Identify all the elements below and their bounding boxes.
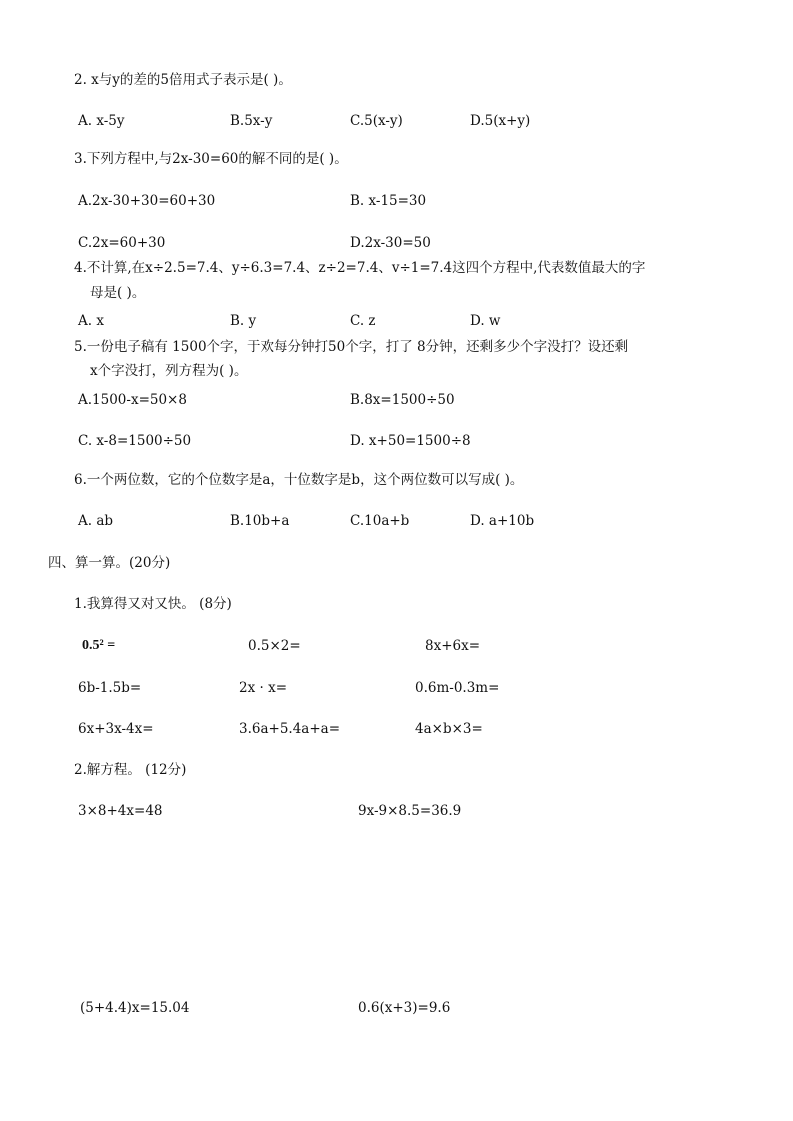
equation-4: 0.6(x+3)=9.6 (358, 1000, 451, 1016)
question-3-option-a: A.2x-30+30=60+30 (78, 193, 216, 209)
part-1-title: 1.我算得又对又快。 (8分) (74, 596, 232, 612)
question-4-option-c: C. z (350, 313, 376, 329)
question-2-stem: 2. x与y的差的5倍用式子表示是( )。 (74, 72, 292, 88)
question-4-stem-line2: 母是( )。 (90, 285, 146, 301)
question-6-option-c: C.10a+b (350, 513, 410, 529)
question-2-option-a: A. x-5y (78, 113, 125, 129)
question-5-option-b: B.8x=1500÷50 (350, 392, 455, 408)
question-6-option-b: B.10b+a (230, 513, 290, 529)
question-5-option-d: D. x+50=1500÷8 (350, 433, 471, 449)
section-4-title: 四、算一算。(20分) (48, 555, 171, 571)
calc-1-3: 8x+6x= (425, 638, 481, 654)
calc-3-1: 6x+3x-4x= (78, 721, 154, 737)
question-6-option-a: A. ab (78, 513, 114, 529)
calc-3-3: 4a×b×3= (415, 721, 483, 737)
question-5-option-c: C. x-8=1500÷50 (78, 433, 192, 449)
question-5-option-a: A.1500-x=50×8 (78, 392, 187, 408)
question-3-stem: 3.下列方程中,与2x-30=60的解不同的是( )。 (74, 151, 348, 167)
question-4-stem-line1: 4.不计算,在x÷2.5=7.4、y÷6.3=7.4、z÷2=7.4、v÷1=7.4这四个方程中,代表数值最大的字 (74, 260, 646, 276)
question-4-option-b: B. y (230, 313, 257, 329)
question-6-stem: 6.一个两位数，它的个位数字是a，十位数字是b，这个两位数可以写成( )。 (74, 472, 524, 488)
calc-1-1: 0.5² = (82, 638, 116, 653)
question-4-option-d: D. w (470, 313, 501, 329)
question-3-option-d: D.2x-30=50 (350, 235, 431, 251)
calc-2-1: 6b-1.5b= (78, 680, 142, 696)
equation-3: (5+4.4)x=15.04 (80, 1000, 190, 1016)
equation-2: 9x-9×8.5=36.9 (358, 803, 462, 819)
equation-1: 3×8+4x=48 (78, 803, 163, 819)
question-5-stem-line1: 5.一份电子稿有 1500个字，于欢每分钟打50个字，打了 8分钟，还剩多少个字没打？设还剩 (74, 339, 629, 355)
question-4-option-a: A. x (78, 313, 104, 329)
calc-2-3: 0.6m-0.3m= (415, 680, 500, 696)
question-5-stem-line2: x个字没打，列方程为( )。 (90, 363, 248, 379)
question-2-option-b: B.5x-y (230, 113, 273, 129)
part-2-title: 2.解方程。 (12分) (74, 762, 187, 778)
question-3-option-b: B. x-15=30 (350, 193, 427, 209)
question-2-option-d: D.5(x+y) (470, 113, 531, 129)
calc-1-2: 0.5×2= (248, 638, 301, 654)
question-3-option-c: C.2x=60+30 (78, 235, 166, 251)
calc-3-2: 3.6a+5.4a+a= (239, 721, 341, 737)
question-2-option-c: C.5(x-y) (350, 113, 403, 129)
question-6-option-d: D. a+10b (470, 513, 535, 529)
calc-2-2: 2x · x= (239, 680, 288, 696)
